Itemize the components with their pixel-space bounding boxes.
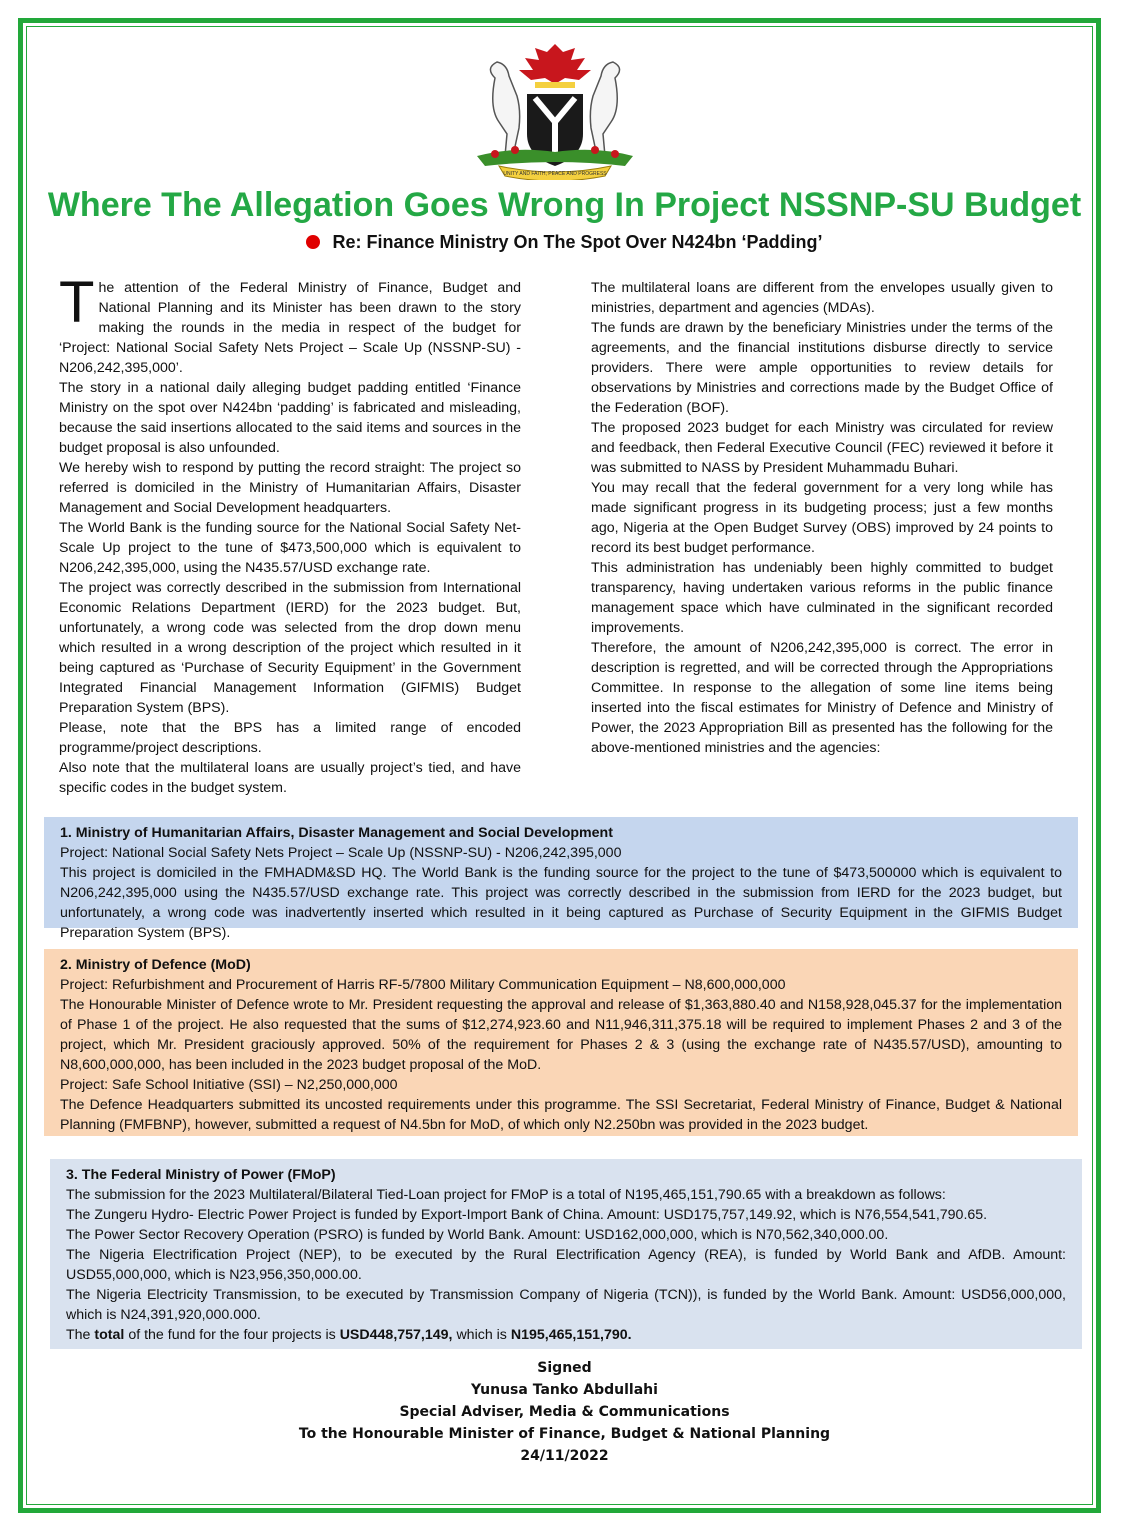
box-line: The submission for the 2023 Multilateral/Bilateral Tied-Loan project for FMoP is a total of N195,465,151,790.65 with a breakdown as follows: (66, 1187, 946, 1203)
total-line: The total of the fund for the four projects is USD448,757,149, which is N195,465,151,790. (66, 1327, 632, 1343)
paragraph: Therefore, the amount of N206,242,395,000 is correct. The error in description is regretted, and will be corrected through the Appropriations Committee. In response to the allegation of some line items being inserted into the fiscal estimates for Ministry of Defence and Ministry of Power, the 2023 Appropriation Bill as presented has the following for the above-mentioned ministries and the agencies: (591, 640, 1053, 756)
bullet-icon (306, 235, 320, 249)
box-title: 1. Ministry of Humanitarian Affairs, Disaster Management and Social Development (60, 825, 613, 841)
box-line: Project: Refurbishment and Procurement of Harris RF-5/7800 Military Communication Equipment – N8,600,000,000 (60, 977, 786, 993)
paragraph: Also note that the multilateral loans are usually project’s tied, and have specific codes in the budget system. (59, 760, 521, 796)
power-ministry-box (50, 1159, 1082, 1349)
box-line: Project: Safe School Initiative (SSI) – N2,250,000,000 (60, 1077, 398, 1093)
signed-label: Signed (537, 1360, 592, 1376)
paragraph: The attention of the Federal Ministry of Finance, Budget and National Planning and its Minister has been drawn to the story making the rounds in the media in respect of the budget for ‘Project: National Social Safety Nets Project – Scale Up (NSSNP-SU) - N206,242,395,000’. (59, 270, 521, 376)
paragraph: The funds are drawn by the beneficiary Ministries under the terms of the agreements, and the financial institutions disburse directly to service providers. There were ample opportunities to review details for observations by Ministries and corrections made by the Budget Office of the Federation (BOF). (591, 320, 1053, 416)
box-line: The Power Sector Recovery Operation (PSRO) is funded by World Bank. Amount: USD162,000,000, which is N70,562,340,000.00. (66, 1227, 889, 1243)
signatory-office: To the Honourable Minister of Finance, Budget & National Planning (298, 1426, 831, 1442)
box-line: Project: National Social Safety Nets Project – Scale Up (NSSNP-SU) - N206,242,395,000 (60, 845, 622, 861)
paragraph: The World Bank is the funding source for the National Social Safety Net-Scale Up project to the tune of $473,500,000 which is equivalent to N206,242,395,000, using the N435.57/USD exchange rate. (59, 520, 521, 576)
box-line: The Defence Headquarters submitted its uncosted requirements under this programme. The SSI Secretariat, Federal Ministry of Finance, Budget & National Planning (FMFBNP), however, submitted a request of N4.5bn for MoD, of which only N2.250bn was provided in the 2023 budget. (60, 1097, 1062, 1133)
paragraph: The proposed 2023 budget for each Ministry was circulated for review and feedback, then Federal Executive Council (FEC) reviewed it before it was submitted to NASS by President Muhammadu Buhari. (591, 420, 1053, 476)
humanitarian-ministry-box (44, 817, 1078, 941)
headline: Where The Allegation Goes Wrong In Project NSSNP-SU Budget (47, 186, 1082, 224)
svg-text:UNITY AND FAITH, PEACE AND PRO: UNITY AND FAITH, PEACE AND PROGRESS (503, 171, 607, 177)
subheadline (0, 232, 1129, 253)
box-line: This project is domiciled in the FMHADM&SD HQ. The World Bank is the funding source for the project to the tune of $473,500000 which is equivalent to N206,242,395,000 using the N435.57/USD exchange rate. This project was correctly described in the submission from IERD for the 2023 budget, but unfortunately, a wrong code was inadvertently inserted which resulted in it being captured as Purchase of Security Equipment in the GIFMIS Budget Preparation System (BPS). (60, 865, 1062, 941)
signatory-title: Special Adviser, Media & Communications (399, 1404, 730, 1420)
subheadline-text: Re: Finance Ministry On The Spot Over N424bn ‘Padding’ (332, 232, 823, 252)
paragraph: You may recall that the federal government for a very long while has made significant progress in its budgeting process; just a few months ago, Nigeria at the Open Budget Survey (OBS) improved by 24 points to record its best budget performance. (591, 480, 1053, 556)
drop-cap: T (59, 270, 95, 335)
box-title: 3. The Federal Ministry of Power (FMoP) (66, 1167, 336, 1183)
paragraph: The multilateral loans are different from the envelopes usually given to ministries, department and agencies (MDAs). (591, 280, 1053, 316)
coat-of-arms-icon (455, 38, 655, 180)
signature-block (0, 1357, 1129, 1467)
paragraph: This administration has undeniably been highly committed to budget transparency, having undertaken various reforms in the public finance management space which have culminated in the significant recorded improvements. (591, 560, 1053, 636)
box-line: The Honourable Minister of Defence wrote to Mr. President requesting the approval and release of $1,363,880.40 and N158,928,045.37 for the implementation of Phase 1 of the project. He also requested that the sums of $12,274,923.60 and N11,946,311,375.18 will be required to implement Phases 2 and 3 of the project, which Mr. President graciously approved. 50% of the requirement for Phases 2 & 3 (using the exchange rate of N435.57/USD), amounting to N8,600,000,000, has been included in the 2023 budget proposal of the MoD. (60, 997, 1062, 1073)
paragraph: The story in a national daily alleging budget padding entitled ‘Finance Ministry on the spot over N424bn ‘padding’ is fabricated and misleading, because the said insertions allocated to the said items and sources in the budget proposal is also unfounded. (59, 380, 521, 456)
box-line: The Zungeru Hydro- Electric Power Project is funded by Export-Import Bank of China. Amount: USD175,757,149.92, which is N76,554,541,790.65. (66, 1207, 988, 1223)
box-line: The Nigeria Electricity Transmission, to be executed by Transmission Company of Nigeria (TCN)), is funded by the World Bank. Amount: USD56,000,000, which is N24,391,920,000.000. (66, 1287, 1066, 1323)
signature-date: 24/11/2022 (520, 1448, 609, 1464)
box-line: The Nigeria Electrification Project (NEP), to be executed by the Rural Electrification Agency (REA), is funded by World Bank and AfDB. Amount: USD55,000,000, which is N23,956,350,000.00. (66, 1247, 1066, 1283)
right-column (591, 278, 1053, 758)
box-title: 2. Ministry of Defence (MoD) (60, 957, 251, 973)
defence-ministry-box (44, 949, 1078, 1136)
paragraph: Please, note that the BPS has a limited range of encoded programme/project descriptions. (59, 720, 521, 756)
signatory-name: Yunusa Tanko Abdullahi (471, 1382, 658, 1398)
left-column (59, 270, 521, 798)
paragraph: We hereby wish to respond by putting the record straight: The project so referred is domiciled in the Ministry of Humanitarian Affairs, Disaster Management and Social Development headquarters. (59, 460, 521, 516)
paragraph: The project was correctly described in the submission from International Economic Relations Department (IERD) for the 2023 budget. But, unfortunately, a wrong code was selected from the drop down menu which resulted in a wrong description of the project which resulted in it being captured as ‘Purchase of Security Equipment’ in the Government Integrated Financial Management Information (GIFMIS) Budget Preparation System (BPS). (59, 580, 521, 716)
